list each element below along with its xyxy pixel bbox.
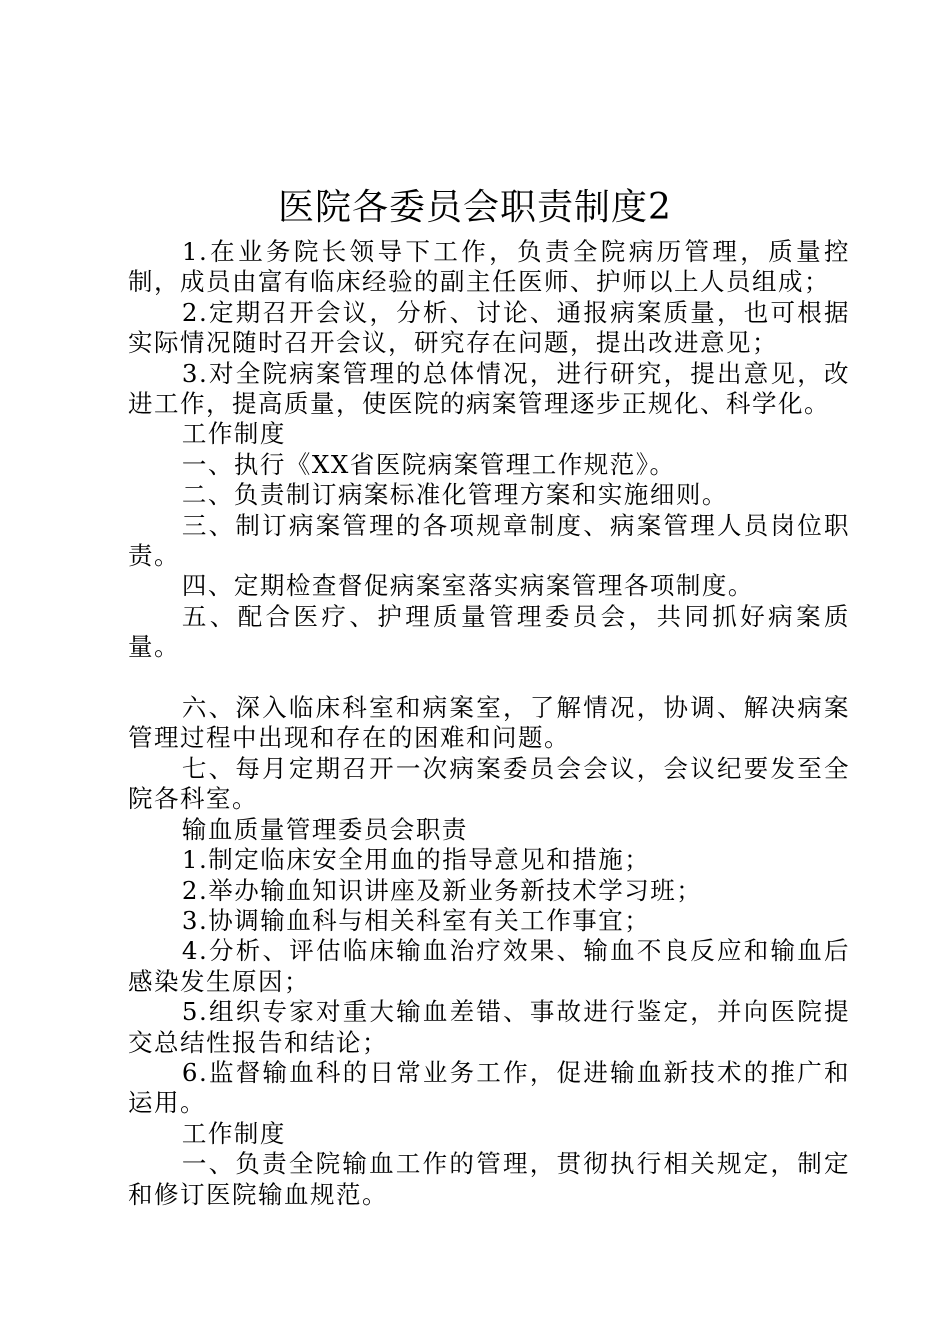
- paragraph-2: 2.定期召开会议，分析、讨论、通报病案质量，也可根据实际情况随时召开会议，研究存在问题，提出改进意见；: [128, 297, 850, 358]
- paragraph-rule-1: 一、执行《XX省医院病案管理工作规范》。: [181, 449, 676, 479]
- paragraph-rule-4: 四、定期检查督促病案室落实病案管理各项制度。: [181, 571, 754, 601]
- document-title: 医院各委员会职责制度2: [278, 187, 672, 228]
- paragraph-transfusion-2: 2.举办输血知识讲座及新业务新技术学习班；: [181, 875, 703, 905]
- section-heading-transfusion-committee: 输血质量管理委员会职责: [181, 814, 468, 844]
- section-heading-work-rules-2: 工作制度: [181, 1118, 286, 1148]
- paragraph-1: 1.在业务院长领导下工作，负责全院病历管理，质量控制，成员由富有临床经验的副主任医师、护师以上人员组成；: [128, 237, 850, 297]
- section-heading-work-rules: 工作制度: [181, 419, 286, 449]
- paragraph-rule-5: 五、配合医疗、护理质量管理委员会，共同抓好病案质量。: [128, 601, 850, 662]
- document-body: [128, 237, 850, 1210]
- paragraph-transfusion-1: 1.制定临床安全用血的指导意见和措施；: [181, 845, 651, 875]
- paragraph-transfusion-4: 4.分析、评估临床输血治疗效果、输血不良反应和输血后感染发生原因；: [128, 936, 850, 996]
- paragraph-3: 3.对全院病案管理的总体情况，进行研究，提出意见，改进工作，提高质量，使医院的病案管理逐步正规化、科学化。: [128, 358, 850, 419]
- paragraph-transfusion-rule-1: 一、负责全院输血工作的管理，贯彻执行相关规定，制定和修订医院输血规范。: [128, 1149, 850, 1209]
- paragraph-rule-3: 三、制订病案管理的各项规章制度、病案管理人员岗位职责。: [128, 510, 850, 571]
- paragraph-rule-7: 七、每月定期召开一次病案委员会会议，会议纪要发至全院各科室。: [128, 753, 850, 814]
- paragraph-transfusion-6: 6.监督输血科的日常业务工作，促进输血新技术的推广和运用。: [128, 1057, 850, 1118]
- paragraph-rule-6: 六、深入临床科室和病案室，了解情况，协调、解决病案管理过程中出现和存在的困难和问题。: [128, 693, 850, 753]
- paragraph-transfusion-3: 3.协调输血科与相关科室有关工作事宜；: [181, 905, 651, 935]
- paragraph-rule-2: 二、负责制订病案标准化管理方案和实施细则。: [181, 480, 728, 510]
- paragraph-transfusion-5: 5.组织专家对重大输血差错、事故进行鉴定，并向医院提交总结性报告和结论；: [128, 997, 850, 1057]
